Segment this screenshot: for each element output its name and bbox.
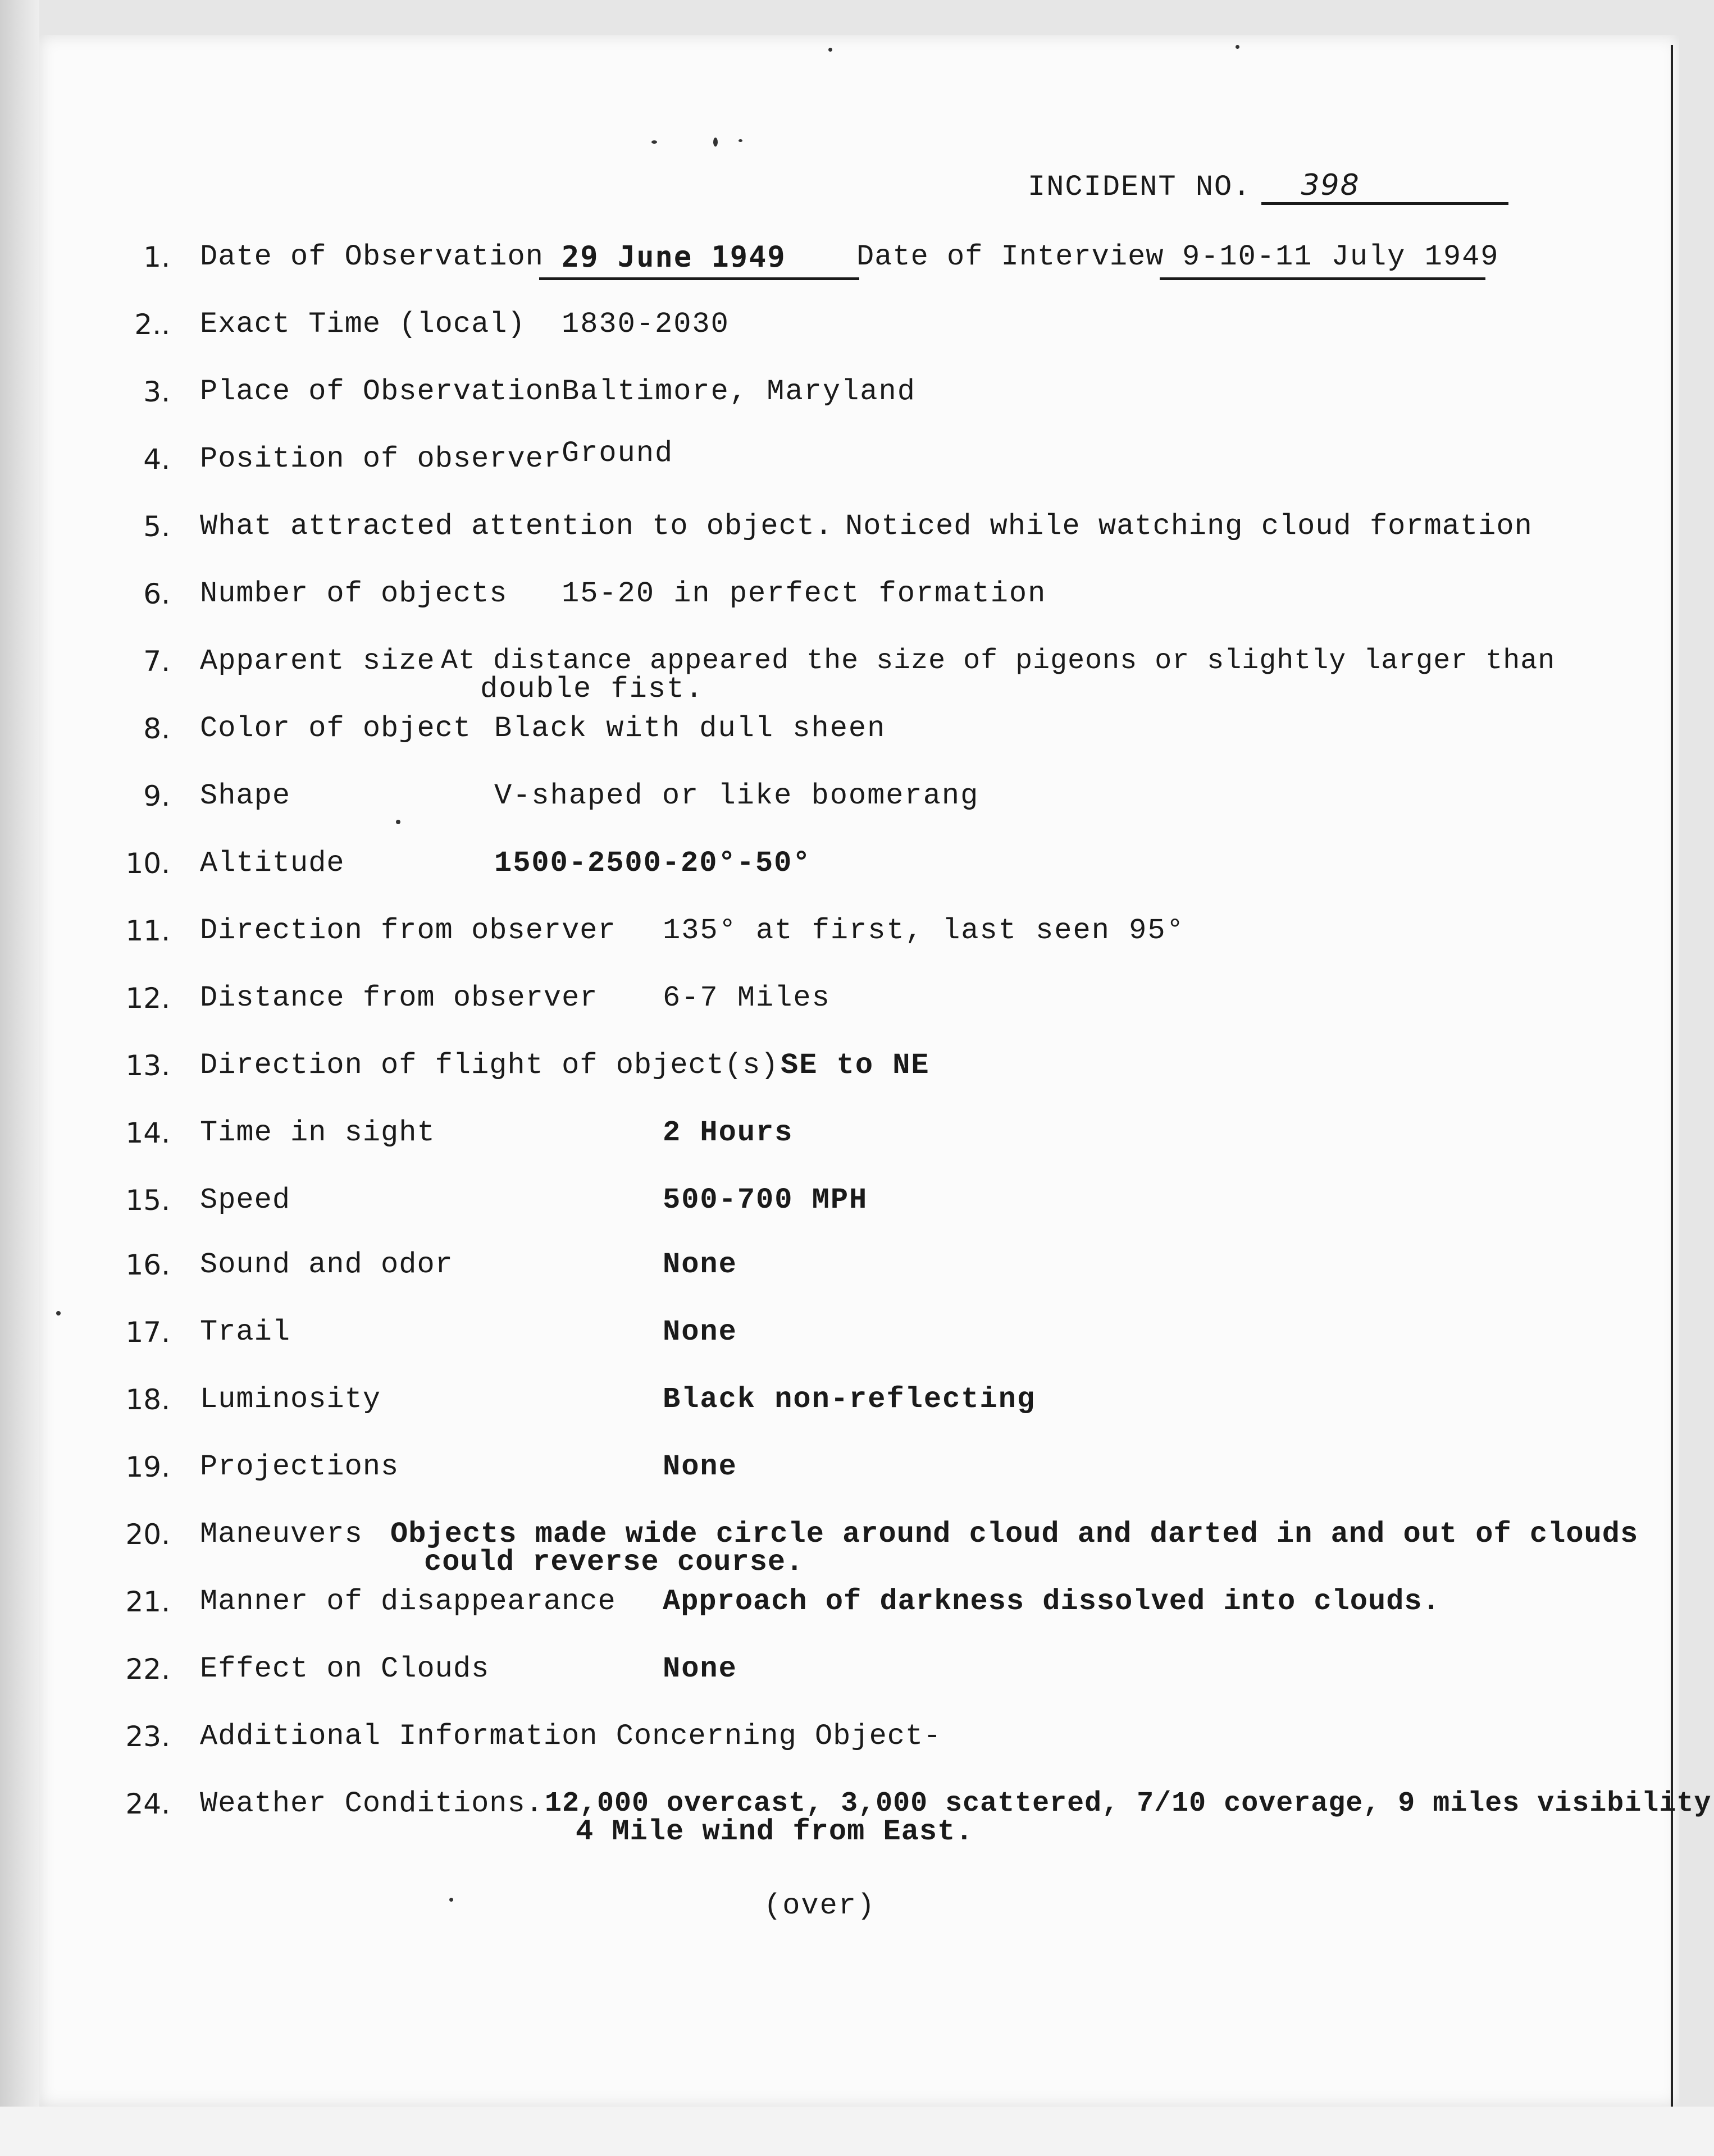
item-value: 500-700 MPH (663, 1184, 868, 1217)
item-label: Projections (200, 1450, 399, 1483)
item-number: 4. (143, 443, 170, 476)
item-label: Apparent size (200, 645, 435, 678)
item-label: Effect on Clouds (200, 1652, 490, 1685)
item-value: Objects made wide circle around cloud and darted in and out of clouds (390, 1518, 1639, 1551)
item-value-continued: 4 Mile wind from East. (576, 1815, 974, 1848)
item-number: 12. (125, 982, 170, 1015)
item-label: Exact Time (local) (200, 308, 526, 341)
item-value: Black non-reflecting (663, 1383, 1036, 1416)
scan-speck (713, 138, 718, 147)
item-value: At distance appeared the size of pigeons or slightly larger than (441, 645, 1556, 677)
item-label: Luminosity (200, 1383, 381, 1416)
item-number: 14. (125, 1117, 170, 1149)
item-number: 24. (125, 1788, 170, 1820)
item-number: 8. (143, 712, 170, 745)
item-label: Manner of disappearance (200, 1585, 616, 1618)
item-value-continued: double fist. (480, 673, 704, 706)
item-label: Maneuvers (200, 1518, 363, 1551)
item-number: 11. (125, 915, 170, 947)
item-value: Ground (562, 437, 674, 470)
item-value: 1500-2500-20°-50° (494, 847, 812, 880)
item-number: 9. (143, 780, 170, 812)
scan-speck (396, 820, 400, 824)
item-label: Additional Information Concerning Object- (200, 1720, 942, 1753)
item-number: 3. (143, 376, 170, 408)
item-value: 15-20 in perfect formation (562, 577, 1047, 610)
item-number: 18. (125, 1383, 170, 1416)
item-label: Distance from observer (200, 981, 598, 1015)
scan-speck (739, 139, 742, 142)
item-number: 19. (125, 1451, 170, 1483)
item-number: 5. (143, 510, 170, 543)
item-number: 21. (125, 1586, 170, 1618)
item-value: SE to NE (781, 1049, 930, 1082)
item-value-continued: could reverse course. (424, 1546, 804, 1579)
item-number: 7. (143, 645, 170, 678)
item-value: 6-7 Miles (663, 981, 831, 1015)
item-label: Sound and odor (200, 1248, 453, 1281)
item-label: Altitude (200, 847, 345, 880)
item-label: Place of Observation (200, 375, 562, 408)
item-number: 6. (143, 578, 170, 610)
item-number: 13. (125, 1049, 170, 1082)
item-number: 10. (125, 847, 170, 880)
incident-label: INCIDENT NO. (1028, 171, 1252, 204)
item-label: Trail (200, 1315, 291, 1349)
item-value: None (663, 1248, 737, 1281)
item-value: None (663, 1315, 737, 1349)
item-label: Position of observer (200, 442, 562, 476)
item-value: V-shaped or like boomerang (494, 779, 979, 812)
item-label: Shape (200, 779, 291, 812)
item-label: Date of Observation (200, 240, 544, 273)
item-value: 12,000 overcast, 3,000 scattered, 7/10 coverage, 9 miles visibility (545, 1788, 1712, 1820)
scan-speck (651, 140, 657, 144)
item-label: Direction of flight of object(s) (200, 1049, 779, 1082)
interview-date-label: Date of Interview (856, 240, 1164, 273)
scan-speck (449, 1898, 453, 1902)
incident-number-header (1028, 168, 1508, 205)
item-label: Time in sight (200, 1116, 435, 1149)
item-number: 1. (143, 241, 170, 273)
item-number: 16. (125, 1249, 170, 1281)
item-label: Speed (200, 1184, 291, 1217)
item-value: 135° at first, last seen 95° (663, 914, 1185, 947)
item-value: None (663, 1450, 737, 1483)
item-value: 2 Hours (663, 1116, 794, 1149)
item-number: 15. (125, 1184, 170, 1217)
item-number: 23. (125, 1720, 170, 1753)
page-turn-note: (over) (764, 1889, 876, 1922)
item-number: 22. (125, 1653, 170, 1685)
interview-date: 9-10-11 July 1949 (1160, 241, 1485, 280)
item-label: Direction from observer (200, 914, 616, 947)
item-label: Number of objects (200, 577, 508, 610)
incident-number: 398 (1261, 168, 1508, 205)
observation-date: 29 June 1949 (539, 241, 859, 280)
item-value: Black with dull sheen (494, 712, 886, 745)
item-value: Baltimore, Maryland (562, 375, 916, 408)
item-label: Weather Conditions. (200, 1787, 544, 1820)
item-number: 17. (125, 1316, 170, 1349)
item-value: Noticed while watching cloud formation (845, 510, 1533, 543)
scan-bottom-edge (0, 2107, 1714, 2156)
item-label: Color of object (200, 712, 472, 745)
scan-speck (56, 1311, 61, 1315)
item-number: 20. (125, 1518, 170, 1551)
scan-left-edge (0, 0, 39, 2156)
item-value: None (663, 1652, 737, 1685)
item-value: Approach of darkness dissolved into clouds. (663, 1585, 1441, 1618)
item-label: What attracted attention to object. (200, 510, 833, 543)
scan-speck (828, 48, 832, 52)
scan-speck (1236, 45, 1239, 49)
item-number: 2.. (134, 308, 170, 341)
item-value: 1830-2030 (562, 308, 730, 341)
